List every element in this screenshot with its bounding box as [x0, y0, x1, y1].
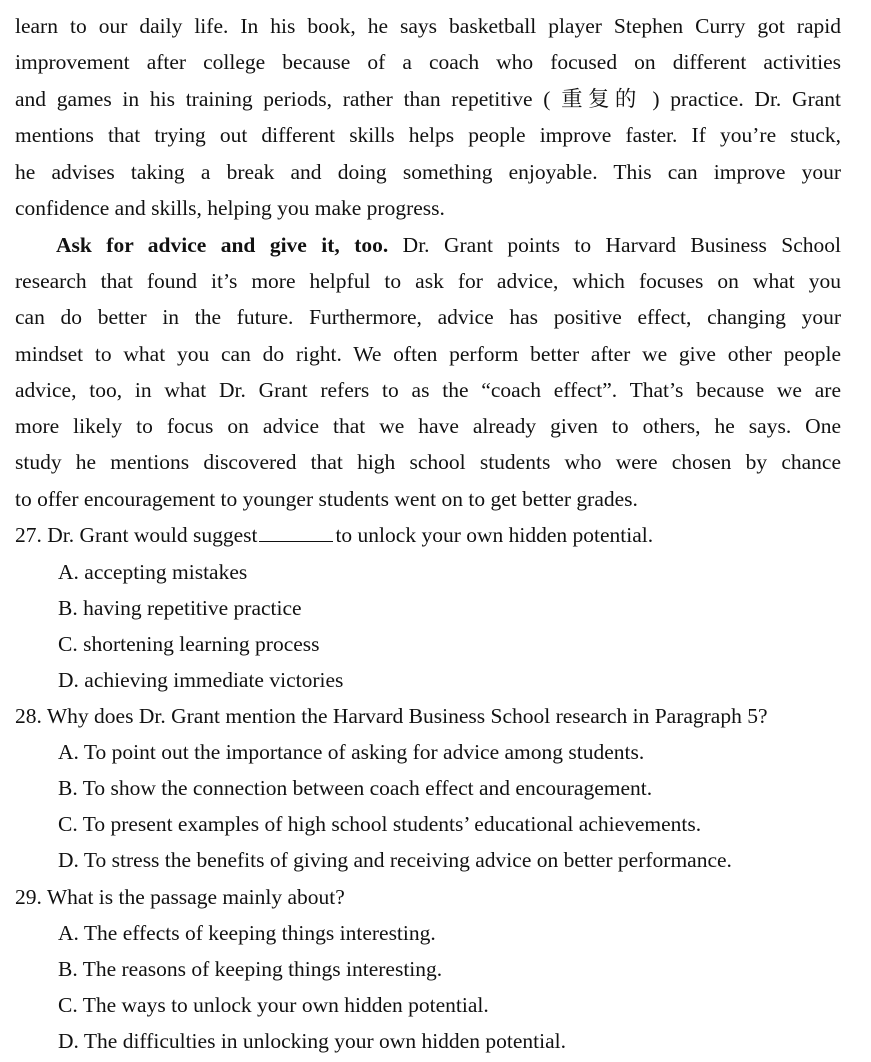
paragraph-first-line	[56, 227, 841, 263]
option-28-a[interactable]: A. To point out the importance of asking for advice among students.	[58, 740, 645, 764]
passage-line: study he mentions discovered that high school students who were chosen by chance	[15, 450, 841, 474]
option-28-c[interactable]: C. To present examples of high school students’ educational achievements.	[58, 812, 702, 836]
question-27	[15, 517, 855, 553]
paragraph-first-line-text: Dr. Grant points to Harvard Business School	[388, 233, 841, 257]
passage-line: more likely to focus on advice that we have already given to others, he says. One	[15, 414, 841, 438]
option-28-d[interactable]: D. To stress the benefits of giving and receiving advice on better performance.	[58, 848, 732, 872]
option-27-c[interactable]: C. shortening learning process	[58, 632, 320, 656]
option-28-b[interactable]: B. To show the connection between coach effect and encouragement.	[58, 776, 653, 800]
option-27-b[interactable]: B. having repetitive practice	[58, 596, 302, 620]
passage-line: to offer encouragement to younger students went on to get better grades.	[15, 487, 638, 511]
passage-line: advice, too, in what Dr. Grant refers to as the “coach effect”. That’s because we are	[15, 378, 841, 402]
passage-line: he advises taking a break and doing something enjoyable. This can improve your	[15, 160, 841, 184]
passage-line: improvement after college because of a coach who focused on different activities	[15, 50, 841, 74]
passage-line: and games in his training periods, rather than repetitive ( 重复的 ) practice. Dr. Grant	[15, 87, 841, 111]
question-29: 29. What is the passage mainly about?	[15, 885, 345, 909]
question-28: 28. Why does Dr. Grant mention the Harvard Business School research in Paragraph 5?	[15, 704, 768, 728]
passage-line: research that found it’s more helpful to ask for advice, which focuses on what you	[15, 269, 841, 293]
paragraph-heading: Ask for advice and give it, too.	[56, 233, 389, 257]
answer-blank	[259, 521, 333, 542]
option-27-a[interactable]: A. accepting mistakes	[58, 560, 248, 584]
option-29-a[interactable]: A. The effects of keeping things interesting.	[58, 921, 436, 945]
passage-line: learn to our daily life. In his book, he says basketball player Stephen Curry got rapid	[15, 14, 841, 38]
question-stem-start: 27. Dr. Grant would suggest	[15, 523, 258, 547]
passage-line: can do better in the future. Furthermore, advice has positive effect, changing your	[15, 305, 841, 329]
option-27-d[interactable]: D. achieving immediate victories	[58, 668, 344, 692]
passage-line: mindset to what you can do right. We often perform better after we give other people	[15, 342, 841, 366]
option-29-c[interactable]: C. The ways to unlock your own hidden potential.	[58, 993, 489, 1017]
option-29-d[interactable]: D. The difficulties in unlocking your own hidden potential.	[58, 1029, 566, 1053]
question-stem-end: to unlock your own hidden potential.	[335, 523, 654, 547]
option-29-b[interactable]: B. The reasons of keeping things interesting.	[58, 957, 443, 981]
passage-line: mentions that trying out different skills helps people improve faster. If you’re stuck,	[15, 123, 841, 147]
passage-line: confidence and skills, helping you make progress.	[15, 196, 445, 220]
